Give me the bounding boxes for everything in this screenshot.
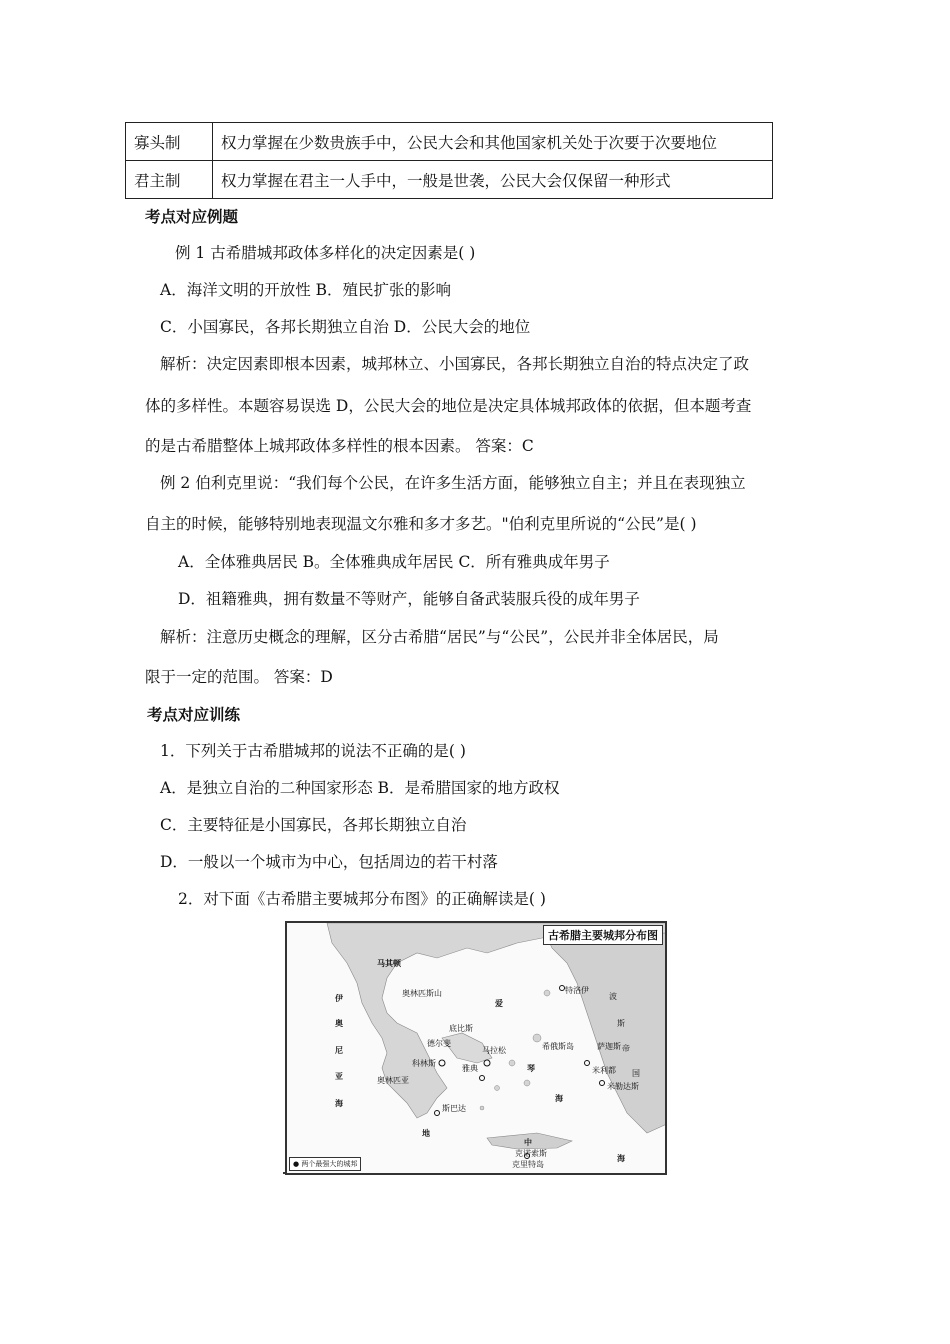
sea-label: 中 bbox=[524, 1137, 532, 1147]
example2-option-d: D．祖籍雅典，拥有数量不等财产，能够自备武装服兵役的成年男子 bbox=[178, 590, 640, 608]
map-legend: ● 两个最强大的城邦 bbox=[289, 1157, 361, 1171]
example1-options-cd: C．小国寡民，各邦长期独立自治 D．公民大会的地位 bbox=[160, 318, 531, 336]
sea-label: 海 bbox=[555, 1093, 563, 1103]
example1-options-ab: A．海洋文明的开放性 B．殖民扩张的影响 bbox=[160, 281, 452, 299]
section-heading-practice: 考点对应训练 bbox=[147, 705, 241, 724]
example2-answer: 限于一定的范围。 答案：D bbox=[145, 668, 333, 686]
city-marker bbox=[435, 1111, 440, 1116]
map-label: 希俄斯岛 bbox=[542, 1042, 574, 1051]
sea-label: 尼 bbox=[335, 1045, 343, 1055]
map-label: 国 bbox=[632, 1069, 640, 1078]
city-marker bbox=[600, 1081, 605, 1086]
map-label: 马拉松 bbox=[482, 1046, 506, 1055]
practice1-option-d: D．一般以一个城市为中心，包括周边的若干村落 bbox=[160, 853, 498, 871]
example1-question: 例 1 古希腊城邦政体多样化的决定因素是( ) bbox=[175, 244, 476, 262]
map-label: 克诺索斯 bbox=[515, 1149, 547, 1158]
government-type-table bbox=[125, 122, 773, 199]
map-label: 米利都 bbox=[592, 1066, 616, 1075]
gov-type-desc: 权力掌握在君主一人手中，一般是世袭，公民大会仅保留一种形式 bbox=[213, 161, 773, 199]
map-title: 古希腊主要城邦分布图 bbox=[543, 925, 663, 945]
greek-city-states-map bbox=[285, 921, 667, 1175]
practice1-options-ab: A．是独立自治的二种国家形态 B．是希腊国家的地方政权 bbox=[160, 779, 560, 797]
table-row bbox=[126, 123, 773, 161]
map-label: 德尔斐 bbox=[427, 1039, 451, 1048]
section-heading-examples: 考点对应例题 bbox=[145, 207, 239, 226]
example1-analysis: 解析：决定因素即根本因素，城邦林立、小国寡民，各邦长期独立自治的特点决定了政 bbox=[160, 355, 750, 373]
gov-type-name: 君主制 bbox=[126, 161, 213, 199]
map-label: 米勒达斯 bbox=[607, 1082, 639, 1091]
gov-type-desc: 权力掌握在少数贵族手中，公民大会和其他国家机关处于次要于次要地位 bbox=[213, 123, 773, 161]
sea-label: 奥 bbox=[335, 1018, 343, 1028]
map-label: 帝 bbox=[622, 1044, 630, 1053]
practice2-question: 2．对下面《古希腊主要城邦分布图》的正确解读是( ) bbox=[178, 890, 546, 908]
city-marker bbox=[560, 986, 565, 991]
map-label: 科林斯 bbox=[412, 1059, 436, 1068]
sea-label: 海 bbox=[335, 1098, 343, 1108]
sea-label: 亚 bbox=[335, 1071, 343, 1081]
map-label: 马其顿 bbox=[377, 958, 401, 968]
map-label: 底比斯 bbox=[449, 1024, 473, 1033]
map-label: 斯 bbox=[617, 1019, 625, 1028]
city-marker bbox=[439, 1060, 445, 1066]
practice1-question: 1．下列关于古希腊城邦的说法不正确的是( ) bbox=[160, 742, 466, 760]
practice1-option-c: C．主要特征是小国寡民，各邦长期独立自治 bbox=[160, 816, 467, 834]
sea-label: 伊 bbox=[335, 993, 343, 1003]
gov-type-name: 寡头制 bbox=[126, 123, 213, 161]
map-label: 特洛伊 bbox=[565, 986, 589, 995]
example2-analysis: 解析：注意历史概念的理解，区分古希腊“居民”与“公民”，公民并非全体居民，局 bbox=[160, 628, 719, 646]
city-marker bbox=[484, 1060, 490, 1066]
sea-label: 琴 bbox=[527, 1063, 535, 1073]
example1-analysis: 体的多样性。本题容易误选 D，公民大会的地位是决定具体城邦政体的依据，但本题考查 bbox=[145, 397, 752, 415]
stray-mark bbox=[283, 1172, 285, 1174]
city-marker bbox=[585, 1061, 590, 1066]
map-label: 波 bbox=[609, 992, 617, 1001]
map-label: 奥林匹亚 bbox=[377, 1076, 409, 1085]
sea-label: 地 bbox=[422, 1128, 430, 1138]
map-label: 奥林匹斯山 bbox=[402, 989, 442, 998]
map-label: 斯巴达 bbox=[442, 1104, 466, 1113]
table-row bbox=[126, 161, 773, 199]
map-label: 雅典 bbox=[462, 1064, 478, 1073]
map-label: 萨迦斯 bbox=[597, 1042, 621, 1051]
sea-label: 爱 bbox=[495, 998, 503, 1008]
example2-options-abc: A．全体雅典居民 B。全体雅典成年居民 C．所有雅典成年男子 bbox=[178, 553, 610, 571]
sea-label: 海 bbox=[617, 1153, 625, 1163]
example1-answer: 的是古希腊整体上城邦政体多样性的根本因素。 答案：C bbox=[145, 437, 534, 455]
map-label: 克里特岛 bbox=[512, 1160, 544, 1169]
city-marker bbox=[480, 1076, 485, 1081]
example2-question: 例 2 伯利克里说：“我们每个公民，在许多生活方面，能够独立自主；并且在表现独立 bbox=[160, 474, 746, 492]
example2-question: 自主的时候，能够特别地表现温文尔雅和多才多艺。"伯利克里所说的“公民”是( ) bbox=[145, 515, 697, 533]
